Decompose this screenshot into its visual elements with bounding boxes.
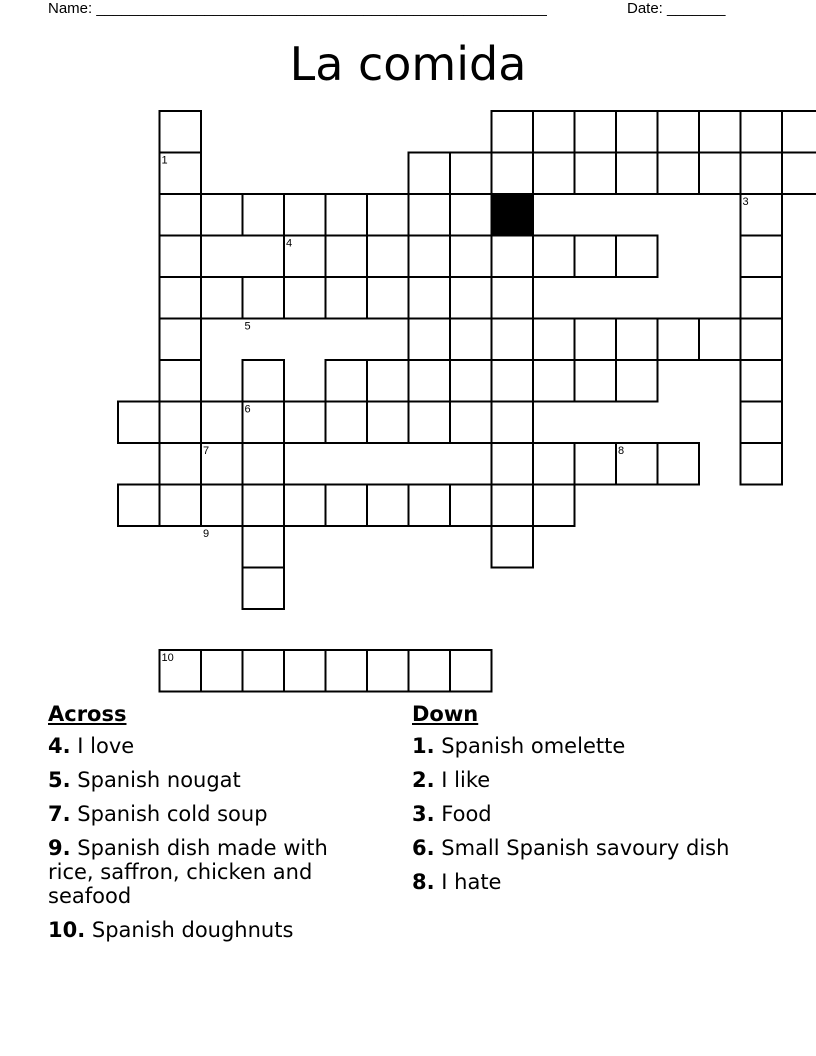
- grid-cell[interactable]: [243, 194, 285, 236]
- grid-cell[interactable]: [201, 485, 243, 527]
- clue-text: I like: [441, 768, 491, 792]
- grid-cell[interactable]: [450, 402, 492, 444]
- down-clue: [412, 802, 742, 826]
- grid-cell[interactable]: [658, 319, 700, 361]
- grid-cell[interactable]: [492, 319, 534, 361]
- grid-cell[interactable]: [160, 443, 202, 485]
- grid-cell[interactable]: [201, 650, 243, 692]
- down-clue: [412, 870, 742, 894]
- clue-text: Spanish nougat: [77, 768, 241, 792]
- grid-cell[interactable]: [326, 650, 368, 692]
- grid-cell[interactable]: [367, 277, 409, 319]
- grid-cell[interactable]: [533, 111, 575, 153]
- clue-text: Spanish doughnuts: [91, 918, 294, 942]
- page-title: La comida: [289, 37, 527, 91]
- grid-cell[interactable]: [575, 153, 617, 195]
- grid-cell[interactable]: [201, 194, 243, 236]
- grid-cell[interactable]: [782, 111, 816, 153]
- grid-cell[interactable]: [160, 360, 202, 402]
- clue-number: 4.: [48, 734, 71, 758]
- grid-cell[interactable]: [409, 277, 451, 319]
- clue-text: Food: [441, 802, 492, 826]
- grid-cell[interactable]: [492, 485, 534, 527]
- grid-cell[interactable]: [741, 360, 783, 402]
- grid-cell[interactable]: [741, 277, 783, 319]
- grid-cell[interactable]: [533, 153, 575, 195]
- grid-cell[interactable]: [409, 236, 451, 278]
- grid-cell[interactable]: [575, 443, 617, 485]
- grid-cell[interactable]: [284, 194, 326, 236]
- clue-text: Spanish dish made with rice, saffron, chicken and seafood: [48, 836, 328, 908]
- clue-number: 2.: [412, 768, 435, 792]
- grid-cell[interactable]: [533, 319, 575, 361]
- grid-cell[interactable]: [243, 360, 285, 402]
- across-clue: [48, 836, 368, 908]
- grid-cell[interactable]: [492, 360, 534, 402]
- grid-cell[interactable]: [533, 360, 575, 402]
- grid-cell[interactable]: [367, 402, 409, 444]
- clue-number-label: 10: [161, 652, 174, 664]
- grid-cell[interactable]: [699, 111, 741, 153]
- grid-cell[interactable]: [243, 485, 285, 527]
- clue-number: 10.: [48, 918, 86, 942]
- grid-cell[interactable]: [616, 319, 658, 361]
- grid-cell[interactable]: [492, 526, 534, 568]
- grid-cell[interactable]: [326, 194, 368, 236]
- clue-number: 9.: [48, 836, 71, 860]
- clue-number-label: 9: [203, 528, 210, 540]
- grid-cell[interactable]: [741, 319, 783, 361]
- clue-text: Small Spanish savoury dish: [441, 836, 730, 860]
- grid-cell[interactable]: [699, 319, 741, 361]
- grid-cell[interactable]: [160, 485, 202, 527]
- grid-cell[interactable]: [658, 443, 700, 485]
- grid-cell[interactable]: [367, 360, 409, 402]
- grid-cell[interactable]: [243, 568, 285, 610]
- grid-cell[interactable]: [741, 236, 783, 278]
- grid-cell[interactable]: [492, 111, 534, 153]
- across-clue: [48, 918, 368, 942]
- grid-cell[interactable]: [409, 402, 451, 444]
- grid-cell[interactable]: [201, 277, 243, 319]
- clue-number-label: 1: [161, 154, 168, 167]
- clue-text: Spanish cold soup: [77, 802, 268, 826]
- clue-number: 1.: [412, 734, 435, 758]
- clue-number: 3.: [412, 802, 435, 826]
- down-clue: [412, 734, 742, 758]
- clue-number-label: 4: [286, 237, 293, 250]
- across-clue: [48, 768, 368, 792]
- grid-cell[interactable]: [658, 153, 700, 195]
- grid-cell[interactable]: [575, 319, 617, 361]
- grid-cell[interactable]: [284, 650, 326, 692]
- clue-number-label: 6: [244, 403, 251, 416]
- grid-cell[interactable]: [284, 485, 326, 527]
- across-clue: [48, 734, 368, 758]
- grid-cell[interactable]: [450, 277, 492, 319]
- clue-text: Spanish omelette: [441, 734, 626, 758]
- grid-cell[interactable]: [284, 277, 326, 319]
- grid-cell[interactable]: [160, 402, 202, 444]
- grid-cell[interactable]: [409, 485, 451, 527]
- grid-cell[interactable]: [160, 277, 202, 319]
- grid-cell[interactable]: [160, 236, 202, 278]
- grid-cell[interactable]: [533, 236, 575, 278]
- clue-number: 7.: [48, 802, 71, 826]
- grid-cell[interactable]: [367, 194, 409, 236]
- grid-cell[interactable]: [741, 153, 783, 195]
- grid-cell[interactable]: [367, 485, 409, 527]
- grid-cell[interactable]: [533, 485, 575, 527]
- grid-cell[interactable]: [367, 236, 409, 278]
- clue-number-label: 3: [742, 196, 749, 208]
- grid-cell[interactable]: [326, 402, 368, 444]
- grid-cell[interactable]: [450, 650, 492, 692]
- clue-text: I love: [77, 734, 135, 758]
- clue-number-label: 2: [493, 196, 500, 208]
- grid-cell[interactable]: [533, 443, 575, 485]
- grid-cell[interactable]: [616, 360, 658, 402]
- down-clue: [412, 768, 742, 792]
- grid-cell[interactable]: [616, 153, 658, 195]
- grid-cell[interactable]: [450, 236, 492, 278]
- grid-cell[interactable]: [326, 236, 368, 278]
- grid-cell[interactable]: [243, 650, 285, 692]
- grid-cell[interactable]: [409, 360, 451, 402]
- grid-cell[interactable]: [284, 402, 326, 444]
- down-clues: [412, 702, 742, 904]
- across-clues: [48, 702, 368, 952]
- date-field-label: Date: _______: [627, 0, 726, 17]
- grid-cell[interactable]: [450, 319, 492, 361]
- grid-cell[interactable]: [782, 153, 816, 195]
- grid-cell[interactable]: [160, 111, 202, 153]
- grid-cell[interactable]: [326, 277, 368, 319]
- clue-number-label: 5: [244, 320, 251, 333]
- grid-cell[interactable]: [575, 236, 617, 278]
- grid-cell[interactable]: [326, 485, 368, 527]
- grid-cell[interactable]: [450, 194, 492, 236]
- clue-number-label: 8: [618, 445, 625, 457]
- grid-cell[interactable]: [409, 319, 451, 361]
- grid-cell[interactable]: [616, 111, 658, 153]
- name-field-label: Name: ______________________________________________________: [48, 0, 547, 17]
- grid-cell[interactable]: [699, 153, 741, 195]
- grid-cell[interactable]: [741, 402, 783, 444]
- grid-cell[interactable]: [616, 236, 658, 278]
- grid-cell[interactable]: [243, 277, 285, 319]
- grid-cell[interactable]: [741, 111, 783, 153]
- clue-number: 6.: [412, 836, 435, 860]
- grid-cell[interactable]: [658, 111, 700, 153]
- grid-cell[interactable]: [450, 153, 492, 195]
- grid-cell[interactable]: [741, 443, 783, 485]
- grid-cell[interactable]: [160, 194, 202, 236]
- clue-text: I hate: [441, 870, 502, 894]
- grid-cell[interactable]: [367, 650, 409, 692]
- grid-cell[interactable]: [492, 443, 534, 485]
- grid-cell[interactable]: [575, 360, 617, 402]
- grid-cell[interactable]: [492, 402, 534, 444]
- grid-cell[interactable]: [160, 319, 202, 361]
- grid-cell[interactable]: [409, 153, 451, 195]
- clue-number: 8.: [412, 870, 435, 894]
- grid-cell[interactable]: [492, 236, 534, 278]
- grid-cell[interactable]: [575, 111, 617, 153]
- grid-cell[interactable]: [450, 485, 492, 527]
- grid-cell[interactable]: [201, 402, 243, 444]
- across-clue: [48, 802, 368, 826]
- down-clue: [412, 836, 742, 860]
- grid-cell[interactable]: [118, 485, 160, 527]
- grid-cell[interactable]: [118, 402, 160, 444]
- grid-cell[interactable]: [409, 650, 451, 692]
- grid-cell[interactable]: [492, 153, 534, 195]
- grid-cell[interactable]: [450, 360, 492, 402]
- across-heading: Across: [48, 702, 127, 726]
- grid-cell[interactable]: [243, 443, 285, 485]
- grid-cell[interactable]: [326, 360, 368, 402]
- clue-number-label: 7: [203, 445, 210, 457]
- grid-cell[interactable]: [409, 194, 451, 236]
- grid-cell[interactable]: [492, 277, 534, 319]
- clue-number: 5.: [48, 768, 71, 792]
- grid-cell[interactable]: [243, 526, 285, 568]
- down-heading: Down: [412, 702, 479, 726]
